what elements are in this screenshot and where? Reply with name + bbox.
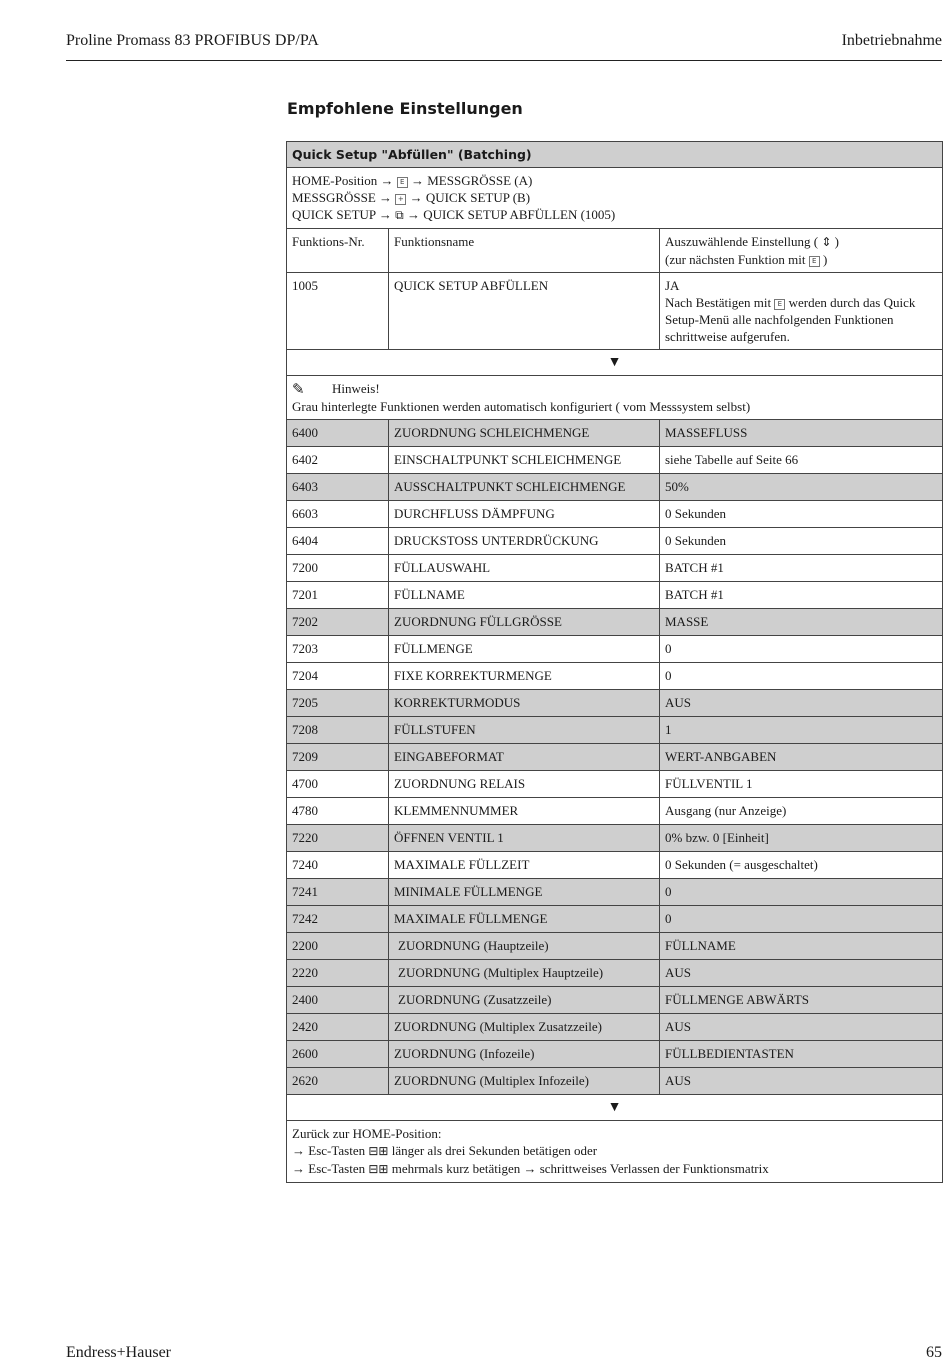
table-row [287, 744, 943, 771]
select-keys-icon: ⇕ [821, 235, 832, 249]
function-setting: MASSE [660, 609, 943, 636]
function-number: 7220 [287, 825, 389, 852]
function-number: 7202 [287, 609, 389, 636]
function-number: 6400 [287, 420, 389, 447]
function-setting: AUS [660, 690, 943, 717]
first-row-value-text-a: Nach Bestätigen mit [665, 295, 772, 310]
function-setting: 0 [660, 906, 943, 933]
function-number: 7242 [287, 906, 389, 933]
table-row [287, 609, 943, 636]
function-name: ZUORDNUNG SCHLEICHMENGE [389, 420, 660, 447]
back-line2-start: → Esc-Tasten [292, 1143, 366, 1158]
plus-key-icon: + [395, 194, 406, 205]
function-name: FÜLLAUSWAHL [389, 555, 660, 582]
function-name: AUSSCHALTPUNKT SCHLEICHMENGE [389, 474, 660, 501]
function-setting: siehe Tabelle auf Seite 66 [660, 447, 943, 474]
nav-line2-start: MESSGRÖSSE → [292, 190, 393, 205]
function-number: 6603 [287, 501, 389, 528]
first-row-name: QUICK SETUP ABFÜLLEN [389, 273, 660, 350]
function-number: 7209 [287, 744, 389, 771]
table-row [287, 447, 943, 474]
function-number: 6402 [287, 447, 389, 474]
quick-setup-table [286, 141, 943, 1183]
function-number: 7204 [287, 663, 389, 690]
table-row [287, 690, 943, 717]
setting-header-line2: (zur nächsten Funktion mit [665, 252, 806, 267]
function-setting: AUS [660, 1014, 943, 1041]
function-setting: FÜLLMENGE ABWÄRTS [660, 987, 943, 1014]
function-number: 4700 [287, 771, 389, 798]
table-row [287, 1014, 943, 1041]
function-number: 2600 [287, 1041, 389, 1068]
function-number: 7201 [287, 582, 389, 609]
function-setting: 0% bzw. 0 [Einheit] [660, 825, 943, 852]
table-row [287, 1041, 943, 1068]
function-number: 2420 [287, 1014, 389, 1041]
note-cell [287, 376, 943, 420]
function-number: 7240 [287, 852, 389, 879]
note-text: Grau hinterlegte Funktionen werden automatisch konfiguriert ( vom Messsystem selbst) [292, 399, 751, 414]
table-row [287, 933, 943, 960]
table-row [287, 528, 943, 555]
function-setting: FÜLLNAME [660, 933, 943, 960]
first-row-value [660, 273, 943, 350]
function-number: 2200 [287, 933, 389, 960]
function-name: ZUORDNUNG RELAIS [389, 771, 660, 798]
function-number: 6404 [287, 528, 389, 555]
function-name: ZUORDNUNG (Multiplex Zusatzzeile) [389, 1014, 660, 1041]
function-setting: BATCH #1 [660, 582, 943, 609]
nav-line3-end: → QUICK SETUP ABFÜLLEN (1005) [407, 207, 616, 222]
esc-keys-icon: ⊟⊞ [368, 1162, 389, 1176]
back-line3-end: mehrmals kurz betätigen → schrittweises Verlassen der Funktionsmatrix [391, 1161, 769, 1176]
function-number: 6403 [287, 474, 389, 501]
function-name: ZUORDNUNG (Hauptzeile) [389, 933, 660, 960]
function-name: ZUORDNUNG (Multiplex Infozeile) [389, 1068, 660, 1095]
first-row-value-line1: JA [665, 278, 680, 293]
function-name: EINGABEFORMAT [389, 744, 660, 771]
table-row [287, 663, 943, 690]
function-name: DURCHFLUSS DÄMPFUNG [389, 501, 660, 528]
function-name: EINSCHALTPUNKT SCHLEICHMENGE [389, 447, 660, 474]
setting-header-line2-close: ) [822, 252, 828, 267]
quick-setup-icon: ⧉ [395, 208, 404, 222]
footer-company: Endress+Hauser [66, 1344, 171, 1361]
function-setting: 1 [660, 717, 943, 744]
table-row [287, 798, 943, 825]
function-setting: BATCH #1 [660, 555, 943, 582]
back-line1: Zurück zur HOME-Position: [292, 1126, 442, 1141]
function-setting: 0 [660, 663, 943, 690]
column-header-name: Funktionsname [389, 229, 660, 273]
nav-line1-start: HOME-Position → [292, 173, 394, 188]
function-setting: 50% [660, 474, 943, 501]
first-row-value-text-b: werden durch das Quick Setup-Menü alle nachfolgenden Funktionen schrittweise aufgerufen. [665, 295, 916, 344]
function-number: 2620 [287, 1068, 389, 1095]
function-setting: 0 Sekunden [660, 501, 943, 528]
function-setting: FÜLLBEDIENTASTEN [660, 1041, 943, 1068]
navigation-path [287, 168, 943, 229]
function-number: 2400 [287, 987, 389, 1014]
setting-header-line1-close: ) [834, 234, 839, 249]
table-row [287, 501, 943, 528]
function-name: ZUORDNUNG FÜLLGRÖSSE [389, 609, 660, 636]
function-name: MINIMALE FÜLLMENGE [389, 879, 660, 906]
enter-key-icon: E [397, 177, 408, 188]
table-row [287, 879, 943, 906]
function-setting: FÜLLVENTIL 1 [660, 771, 943, 798]
table-row [287, 474, 943, 501]
function-number: 7205 [287, 690, 389, 717]
function-setting: WERT-ANBGABEN [660, 744, 943, 771]
table-row [287, 717, 943, 744]
column-header-nr: Funktions-Nr. [287, 229, 389, 273]
section-title: Empfohlene Einstellungen [287, 99, 523, 118]
function-name: KORREKTURMODUS [389, 690, 660, 717]
function-setting: MASSEFLUSS [660, 420, 943, 447]
back-line3-start: → Esc-Tasten [292, 1161, 366, 1176]
down-arrow-icon: ▼ [287, 350, 943, 376]
nav-line2-end: → QUICK SETUP (B) [409, 190, 531, 205]
function-setting: Ausgang (nur Anzeige) [660, 798, 943, 825]
nav-line3-start: QUICK SETUP → [292, 207, 392, 222]
function-number: 7208 [287, 717, 389, 744]
function-name: ÖFFNEN VENTIL 1 [389, 825, 660, 852]
function-number: 7200 [287, 555, 389, 582]
pencil-note-icon: ✎ [292, 380, 305, 398]
table-row [287, 852, 943, 879]
back-line2-end: länger als drei Sekunden betätigen oder [391, 1143, 598, 1158]
table-row [287, 555, 943, 582]
table-row [287, 987, 943, 1014]
enter-key-icon: E [809, 256, 820, 267]
function-number: 2220 [287, 960, 389, 987]
function-name: MAXIMALE FÜLLMENGE [389, 906, 660, 933]
function-name: DRUCKSTOSS UNTERDRÜCKUNG [389, 528, 660, 555]
enter-key-icon: E [774, 299, 785, 310]
function-number: 7203 [287, 636, 389, 663]
function-name: FÜLLNAME [389, 582, 660, 609]
function-name: ZUORDNUNG (Zusatzzeile) [389, 987, 660, 1014]
header-title: Proline Promass 83 PROFIBUS DP/PA [66, 32, 319, 49]
back-to-home-cell [287, 1121, 943, 1183]
first-row-nr: 1005 [287, 273, 389, 350]
table-row [287, 420, 943, 447]
page-number: 65 [926, 1344, 942, 1361]
function-setting: 0 [660, 636, 943, 663]
function-name: MAXIMALE FÜLLZEIT [389, 852, 660, 879]
down-arrow-icon: ▼ [287, 1095, 943, 1121]
table-row [287, 1068, 943, 1095]
esc-keys-icon: ⊟⊞ [368, 1144, 389, 1158]
table-row [287, 771, 943, 798]
nav-line1-end: → MESSGRÖSSE (A) [410, 173, 533, 188]
function-name: ZUORDNUNG (Multiplex Hauptzeile) [389, 960, 660, 987]
function-name: FIXE KORREKTURMENGE [389, 663, 660, 690]
table-row [287, 906, 943, 933]
table-row [287, 825, 943, 852]
column-header-setting [660, 229, 943, 273]
function-setting: AUS [660, 960, 943, 987]
table-title: Quick Setup "Abfüllen" (Batching) [287, 142, 943, 168]
function-setting: AUS [660, 1068, 943, 1095]
setting-header-line1: Auszuwählende Einstellung ( [665, 234, 819, 249]
function-name: FÜLLSTUFEN [389, 717, 660, 744]
header-rule [66, 60, 942, 61]
function-setting: 0 Sekunden [660, 528, 943, 555]
function-name: KLEMMENNUMMER [389, 798, 660, 825]
table-row [287, 582, 943, 609]
function-setting: 0 [660, 879, 943, 906]
function-name: ZUORDNUNG (Infozeile) [389, 1041, 660, 1068]
function-number: 7241 [287, 879, 389, 906]
header-section: Inbetriebnahme [841, 32, 942, 49]
function-number: 4780 [287, 798, 389, 825]
function-setting: 0 Sekunden (= ausgeschaltet) [660, 852, 943, 879]
note-heading: Hinweis! [332, 381, 380, 396]
table-row [287, 636, 943, 663]
table-row [287, 960, 943, 987]
function-name: FÜLLMENGE [389, 636, 660, 663]
